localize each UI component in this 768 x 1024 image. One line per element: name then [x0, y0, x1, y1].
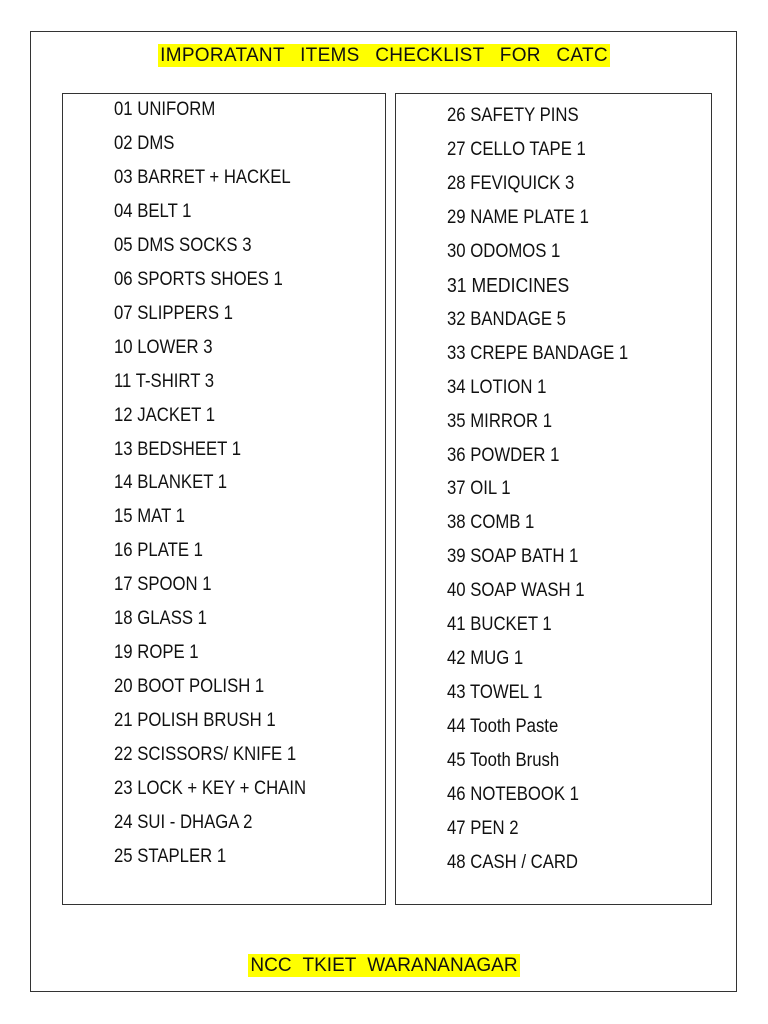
list-item: 32 BANDAGE 5 [447, 308, 566, 330]
list-item: 39 SOAP BATH 1 [447, 546, 579, 568]
list-item: 05 DMS SOCKS 3 [114, 234, 252, 256]
list-item: 46 NOTEBOOK 1 [447, 784, 579, 805]
list-item: 22 SCISSORS/ KNIFE 1 [114, 744, 297, 766]
list-item: 38 COMB 1 [447, 512, 535, 534]
list-item: 16 PLATE 1 [114, 540, 203, 562]
list-item: 40 SOAP WASH 1 [447, 580, 585, 602]
list-item: 20 BOOT POLISH 1 [114, 676, 265, 698]
list-item: 42 MUG 1 [447, 648, 524, 670]
list-item: 35 MIRROR 1 [447, 410, 552, 432]
list-item: 23 LOCK + KEY + CHAIN [114, 778, 307, 799]
list-item: 27 CELLO TAPE 1 [447, 138, 586, 160]
list-item: 01 UNIFORM [114, 99, 216, 120]
list-item: 37 OIL 1 [447, 478, 511, 500]
list-item: 07 SLIPPERS 1 [114, 302, 233, 324]
list-item: 45 Tooth Brush [447, 750, 560, 772]
list-item: 28 FEVIQUICK 3 [447, 172, 575, 194]
list-item: 03 BARRET + HACKEL [114, 166, 291, 188]
list-item: 26 SAFETY PINS [447, 105, 579, 126]
list-item: 04 BELT 1 [114, 200, 192, 222]
list-item: 47 PEN 2 [447, 817, 519, 839]
list-item: 15 MAT 1 [114, 506, 185, 528]
list-item: 31 MEDICINES [447, 274, 570, 297]
list-item: 33 CREPE BANDAGE 1 [447, 342, 629, 364]
list-item: 06 SPORTS SHOES 1 [114, 268, 283, 290]
list-item: 34 LOTION 1 [447, 376, 547, 398]
list-item: 10 LOWER 3 [114, 336, 213, 358]
list-item: 44 Tooth Paste [447, 716, 559, 738]
list-item: 21 POLISH BRUSH 1 [114, 710, 276, 732]
list-item: 13 BEDSHEET 1 [114, 438, 242, 460]
list-item: 41 BUCKET 1 [447, 614, 552, 636]
footer-text: NCC TKIET WARANANAGAR [250, 955, 518, 976]
list-item: 19 ROPE 1 [114, 642, 199, 664]
list-item: 25 STAPLER 1 [114, 845, 227, 867]
list-item: 12 JACKET 1 [114, 404, 215, 426]
page-title [0, 45, 768, 67]
list-item: 24 SUI - DHAGA 2 [114, 811, 253, 833]
title-text: IMPORATANT ITEMS CHECKLIST FOR CATC [160, 45, 608, 66]
list-item: 14 BLANKET 1 [114, 472, 228, 494]
list-item: 02 DMS [114, 132, 175, 154]
list-item: 36 POWDER 1 [447, 444, 560, 466]
list-item: 43 TOWEL 1 [447, 682, 543, 704]
list-item: 18 GLASS 1 [114, 608, 207, 630]
list-item: 29 NAME PLATE 1 [447, 206, 589, 228]
list-item: 48 CASH / CARD [447, 851, 579, 873]
list-item: 11 T-SHIRT 3 [114, 370, 215, 392]
page-footer [0, 955, 768, 977]
list-item: 30 ODOMOS 1 [447, 240, 561, 262]
list-item: 17 SPOON 1 [114, 574, 212, 596]
